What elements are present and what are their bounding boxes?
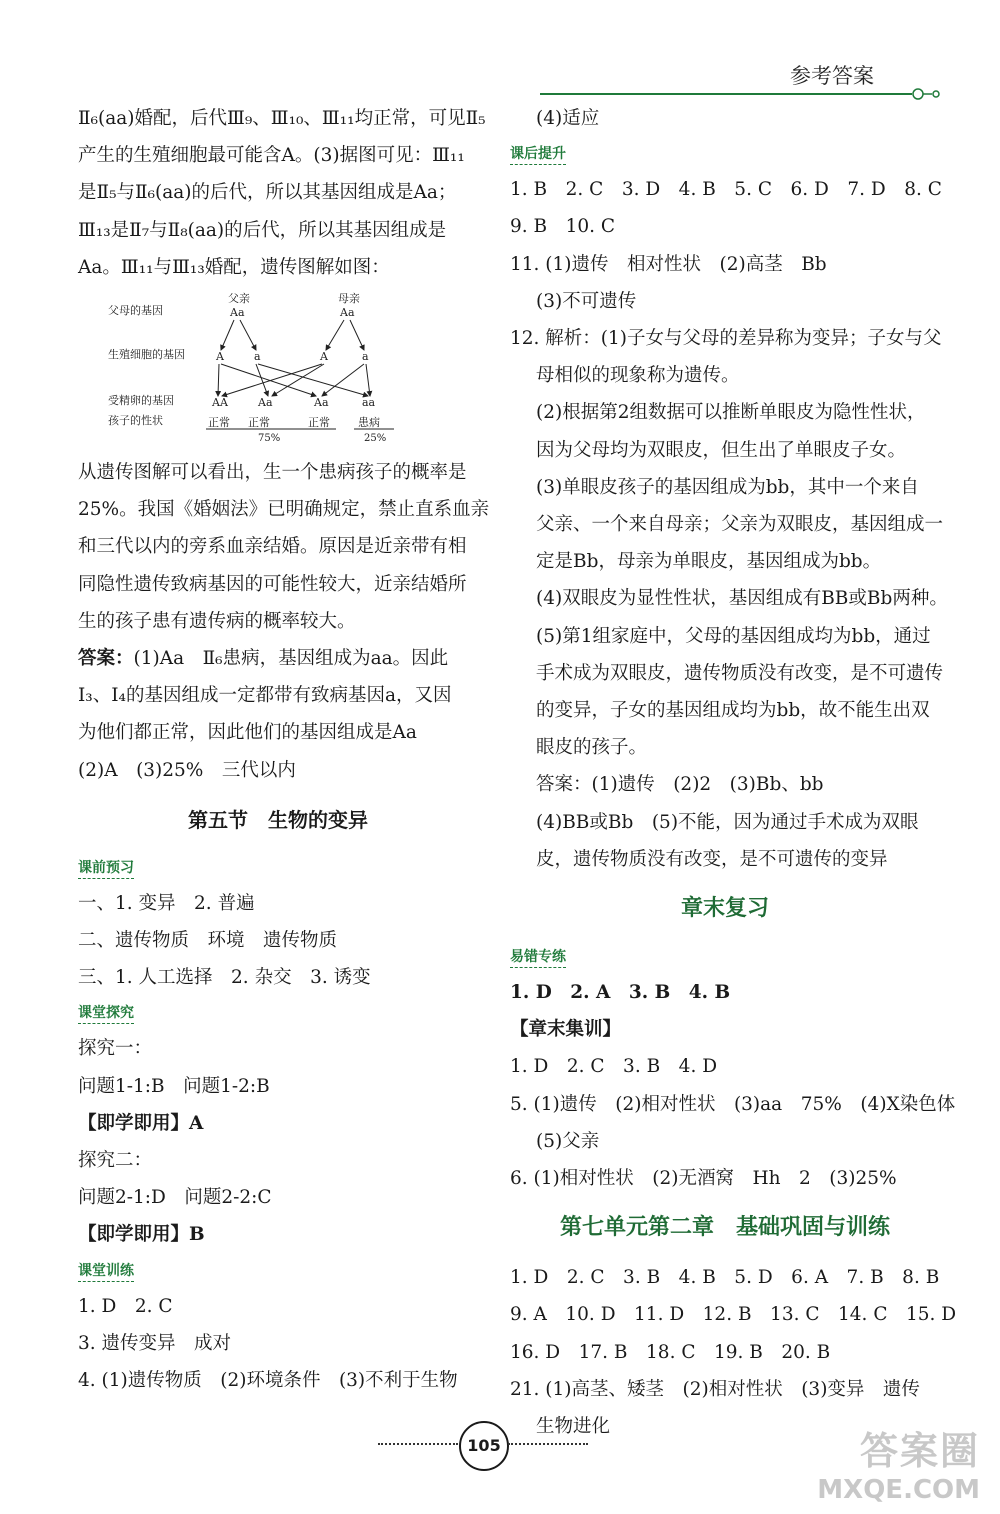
unit-title: 第七单元第二章 基础巩固与训练 bbox=[559, 1215, 890, 1241]
gamete-3: A bbox=[320, 350, 328, 364]
analysis-line: 生的孩子患有遗传病的概率较大。 bbox=[78, 610, 356, 632]
pct-normal: 75% bbox=[258, 433, 281, 443]
unit-line: 1. D 2. C 3. B 4. B 5. D 6. A 7. B 8. B bbox=[510, 1267, 940, 1289]
after-class-line: 答案：(1)遗传 (2)2 (3)Bb、bb bbox=[536, 774, 824, 796]
after-class-line: 父亲、一个来自母亲；父亲为双眼皮，基因组成一 bbox=[536, 514, 944, 536]
trait-4: 患病 bbox=[358, 416, 380, 430]
zygote-2: Aa bbox=[258, 396, 273, 410]
unit-list bbox=[510, 1259, 957, 1445]
after-class-line: 定是Bb，母亲为单眼皮，基因组成为bb。 bbox=[536, 551, 882, 573]
training-list bbox=[78, 1288, 478, 1400]
intro-line: Aa。Ⅲ₁₁与Ⅲ₁₃婚配，遗传图解如图： bbox=[78, 256, 390, 278]
preview-line: 三、1. 人工选择 2. 杂交 3. 诱变 bbox=[78, 967, 371, 989]
after-class-line: 因为父母均为双眼皮，但生出了单眼皮子女。 bbox=[536, 439, 907, 461]
after-class-line: (3)不可遗传 bbox=[536, 290, 637, 312]
after-class-line: 的变异，子女的基因组成均为bb，故不能生出双 bbox=[536, 700, 930, 722]
zygote-1: AA bbox=[212, 396, 228, 410]
analysis-line: 从遗传图解可以看出，生一个患病孩子的概率是 bbox=[78, 462, 467, 484]
analysis-line: 和三代以内的旁系血亲结婚。原因是近亲带有相 bbox=[78, 536, 467, 558]
explore-line: 问题1-1:B 问题1-2:B bbox=[78, 1075, 270, 1097]
after-class-line: 手术成为双眼皮，遗传物质没有改变，是不可遗传 bbox=[536, 662, 944, 684]
unit-line: 16. D 17. B 18. C 19. B 20. B bbox=[510, 1341, 831, 1363]
trait-3: 正常 bbox=[308, 416, 330, 430]
explore-line: 探究二： bbox=[78, 1150, 153, 1172]
analysis-paragraph bbox=[78, 454, 490, 640]
right-column bbox=[510, 100, 957, 1445]
trait-1: 正常 bbox=[208, 416, 230, 430]
watermark bbox=[800, 1420, 980, 1505]
label-zygote-genes: 受精卵的基因 bbox=[108, 394, 174, 408]
left-column bbox=[78, 100, 490, 1399]
training-line: 1. D 2. C bbox=[78, 1295, 173, 1317]
label-parent-genes: 父母的基因 bbox=[108, 304, 163, 318]
collection-line: (5)父亲 bbox=[536, 1130, 600, 1152]
label-gamete-genes: 生殖细胞的基因 bbox=[108, 348, 185, 362]
tag-mistake: 易错专练 bbox=[510, 948, 566, 968]
chapter-review-title: 章末复习 bbox=[680, 896, 769, 922]
gamete-2: a bbox=[254, 350, 261, 364]
watermark-line-2: MXQE.COM bbox=[817, 1475, 980, 1505]
father-gene: Aa bbox=[230, 306, 245, 320]
intro-line: 是Ⅱ₅与Ⅱ₆(aa)的后代，所以其基因组成是Aa； bbox=[78, 182, 457, 204]
tag-preview: 课前预习 bbox=[78, 859, 134, 879]
preview-line: 一、1. 变异 2. 普遍 bbox=[78, 892, 255, 914]
explore-line: 【即学即用】A bbox=[78, 1112, 204, 1134]
intro-line: 产生的生殖细胞最可能含A。(3)据图可见：Ⅲ₁₁ bbox=[78, 145, 465, 167]
collection-line: 5. (1)遗传 (2)相对性状 (3)aa 75% (4)X染色体 bbox=[510, 1093, 956, 1115]
answer-line-4: (2)A (3)25% 三代以内 bbox=[78, 759, 296, 781]
tag-explore: 课堂探究 bbox=[78, 1004, 134, 1024]
after-class-line: 母相似的现象称为遗传。 bbox=[536, 365, 740, 387]
zygote-4: aa bbox=[362, 396, 376, 410]
explore-line: 【即学即用】B bbox=[78, 1224, 205, 1246]
after-class-line: 皮，遗传物质没有改变，是不可遗传的变异 bbox=[536, 848, 888, 870]
footer-dots-right bbox=[508, 1443, 588, 1447]
answer-line-2: Ⅰ₃、Ⅰ₄的基因组成一定都带有致病基因a，又因 bbox=[78, 685, 452, 707]
explore-line: 探究一： bbox=[78, 1038, 153, 1060]
after-class-line: 1. B 2. C 3. D 4. B 5. C 6. D 7. D 8. C bbox=[510, 179, 942, 201]
header-ornament-line bbox=[540, 88, 940, 100]
unit-line: 21. (1)高茎、矮茎 (2)相对性状 (3)变异 遗传 bbox=[510, 1378, 920, 1400]
tag-after-class: 课后提升 bbox=[510, 145, 566, 165]
unit-line: 生物进化 bbox=[536, 1416, 611, 1438]
after-class-line: 眼皮的孩子。 bbox=[536, 737, 648, 759]
header-title: 参考答案 bbox=[790, 64, 874, 88]
label-child-traits: 孩子的性状 bbox=[108, 414, 163, 428]
preview-list bbox=[78, 885, 478, 997]
after-class-line: 12. 解析：(1)子女与父母的差异称为变异；子女与父 bbox=[510, 328, 942, 350]
answer-label: 答案： bbox=[78, 648, 134, 670]
father-label: 父亲 bbox=[228, 292, 250, 306]
intro-line: Ⅱ₆(aa)婚配，后代Ⅲ₉、Ⅲ₁₀、Ⅲ₁₁均正常，可见Ⅱ₅ bbox=[78, 108, 486, 129]
answer-line-1: 答案：(1)Aa Ⅱ₆患病，基因组成为aa。因此 bbox=[78, 648, 449, 670]
collection-line: 6. (1)相对性状 (2)无酒窝 Hh 2 (3)25% bbox=[510, 1168, 897, 1190]
mistake-answers: 1. D 2. A 3. B 4. B bbox=[510, 982, 731, 1004]
zygote-3: Aa bbox=[314, 396, 329, 410]
mother-label: 母亲 bbox=[338, 292, 360, 306]
watermark-line-1: 答案圈 bbox=[859, 1429, 980, 1473]
right-top-line: (4)适应 bbox=[536, 108, 600, 129]
gamete-1: A bbox=[216, 350, 224, 364]
after-class-line: (2)根据第2组数据可以推断单眼皮为隐性性状， bbox=[536, 402, 926, 424]
footer-dots-left bbox=[378, 1443, 458, 1447]
after-class-line: (4)BB或Bb (5)不能，因为通过手术成为双眼 bbox=[536, 811, 919, 833]
answer-line-3: 为他们都正常，因此他们的基因组成是Aa bbox=[78, 722, 417, 744]
trait-2: 正常 bbox=[248, 416, 270, 430]
after-class-line: (5)第1组家庭中，父母的基因组成均为bb，通过 bbox=[536, 625, 931, 647]
after-class-line: 11. (1)遗传 相对性状 (2)高茎 Bb bbox=[510, 253, 827, 275]
intro-line: Ⅲ₁₃是Ⅱ₇与Ⅱ₈(aa)的后代，所以其基因组成是 bbox=[78, 219, 447, 241]
intro-paragraph bbox=[78, 100, 486, 286]
after-class-list bbox=[510, 171, 948, 878]
analysis-line: 同隐性遗传致病基因的可能性较大，近亲结婚所 bbox=[78, 573, 467, 595]
inheritance-diagram bbox=[58, 292, 448, 442]
explore-list bbox=[78, 1030, 478, 1253]
pct-sick: 25% bbox=[364, 433, 387, 443]
section-title-variation: 第五节 生物的变异 bbox=[188, 807, 368, 832]
mother-gene: Aa bbox=[340, 306, 355, 320]
preview-line: 二、遗传物质 环境 遗传物质 bbox=[78, 930, 338, 952]
after-class-line: (4)双眼皮为显性性状，基因组成有BB或Bb两种。 bbox=[536, 588, 948, 610]
training-line: 3. 遗传变异 成对 bbox=[78, 1332, 232, 1354]
tag-training: 课堂训练 bbox=[78, 1262, 134, 1282]
training-line: 4. (1)遗传物质 (2)环境条件 (3)不利于生物 bbox=[78, 1370, 458, 1392]
collection-list bbox=[510, 1048, 956, 1197]
page-number: 105 bbox=[459, 1421, 509, 1471]
after-class-line: (3)单眼皮孩子的基因组成为bb，其中一个来自 bbox=[536, 476, 919, 498]
explore-line: 问题2-1:D 问题2-2:C bbox=[78, 1187, 272, 1209]
collection-line: 1. D 2. C 3. B 4. D bbox=[510, 1056, 718, 1078]
collection-label: 【章末集训】 bbox=[510, 1019, 622, 1041]
gamete-4: a bbox=[362, 350, 369, 364]
unit-line: 9. A 10. D 11. D 12. B 13. C 14. C 15. D bbox=[510, 1304, 957, 1326]
analysis-line: 25%。我国《婚姻法》已明确规定，禁止直系血亲 bbox=[78, 499, 490, 521]
after-class-line: 9. B 10. C bbox=[510, 216, 616, 238]
